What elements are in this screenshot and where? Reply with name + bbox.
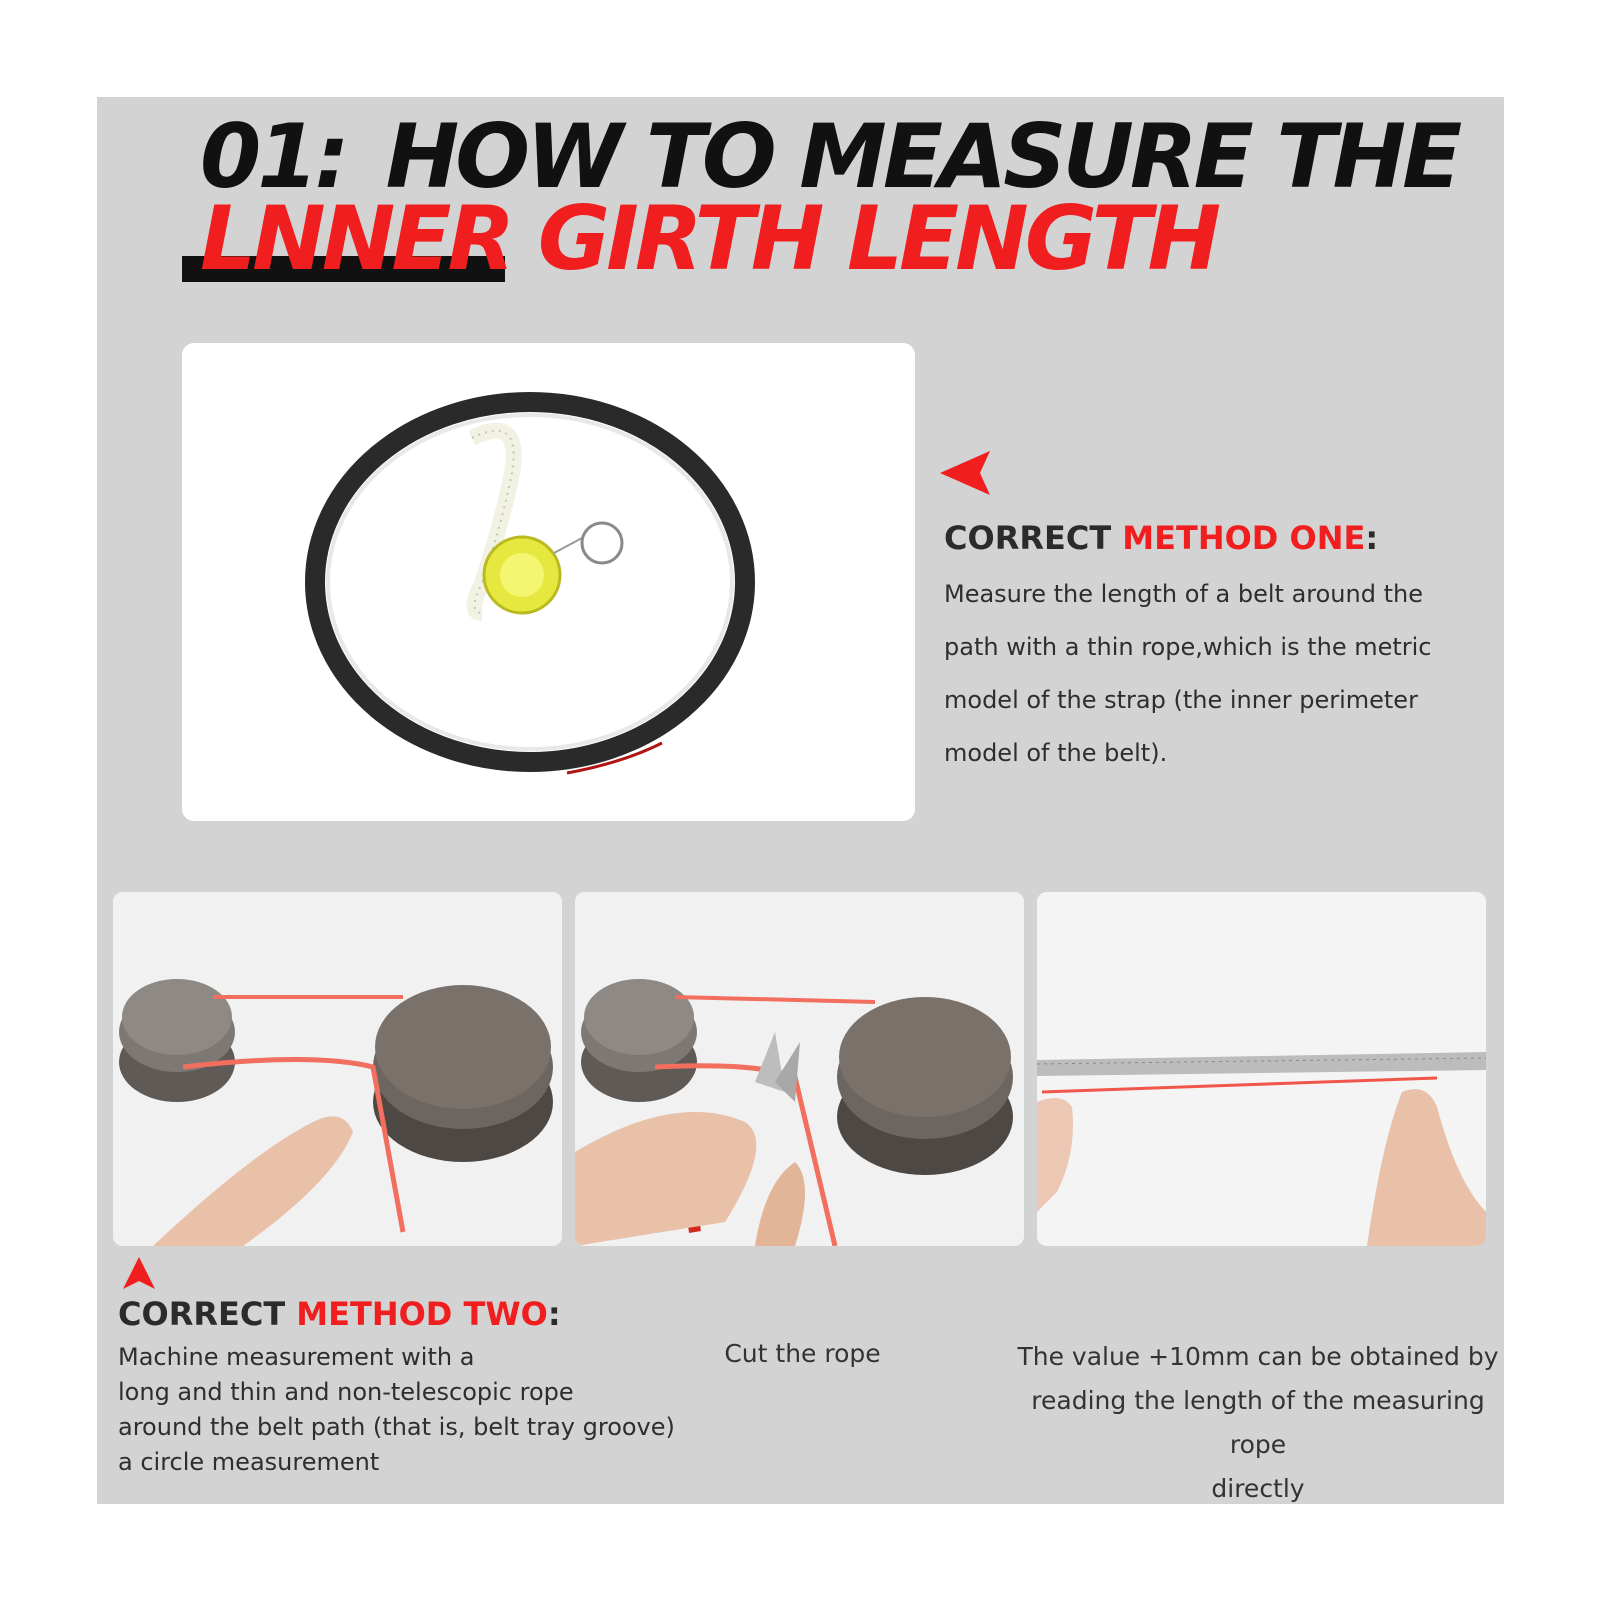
method-two-line: a circle measurement xyxy=(118,1448,380,1476)
cut-rope-illustration xyxy=(575,892,1024,1246)
title-text: HOW TO MEASURE THE xyxy=(385,105,1459,208)
belt-photo xyxy=(182,343,915,821)
method-two-line: Machine measurement with a xyxy=(118,1343,475,1371)
up-arrow-icon xyxy=(123,1257,155,1289)
method-one-line: path with a thin rope,which is the metric xyxy=(944,633,1432,661)
method-two-description xyxy=(118,1340,708,1480)
page-title-line-2: LNNER GIRTH LENGTH xyxy=(200,187,1218,290)
value-caption-line: reading the length of the measuring rope xyxy=(1031,1386,1485,1459)
value-caption-line: The value +10mm can be obtained by xyxy=(1017,1342,1499,1371)
method-one-line: model of the belt). xyxy=(944,739,1168,767)
value-caption-line: directly xyxy=(1211,1474,1305,1503)
cut-rope-caption: Cut the rope xyxy=(724,1339,881,1368)
method-one-description xyxy=(944,568,1484,780)
left-arrow-icon xyxy=(940,451,996,495)
method-two-line: long and thin and non-telescopic rope xyxy=(118,1378,574,1406)
value-caption xyxy=(1008,1335,1508,1511)
title-number: 01: xyxy=(200,105,346,208)
cut-rope-photo xyxy=(575,892,1024,1246)
ruler-illustration xyxy=(1037,892,1486,1246)
ruler-photo xyxy=(1037,892,1486,1246)
method-two-heading: CORRECT METHOD TWO: xyxy=(118,1295,561,1333)
method-one-heading: CORRECT METHOD ONE: xyxy=(944,519,1379,557)
pulley-rope-photo xyxy=(113,892,562,1246)
pulley-rope-illustration xyxy=(113,892,562,1246)
method-two-line: around the belt path (that is, belt tray groove) xyxy=(118,1413,675,1441)
belt-illustration xyxy=(182,343,915,821)
method-one-line: model of the strap (the inner perimeter xyxy=(944,686,1418,714)
method-one-line: Measure the length of a belt around the xyxy=(944,580,1423,608)
